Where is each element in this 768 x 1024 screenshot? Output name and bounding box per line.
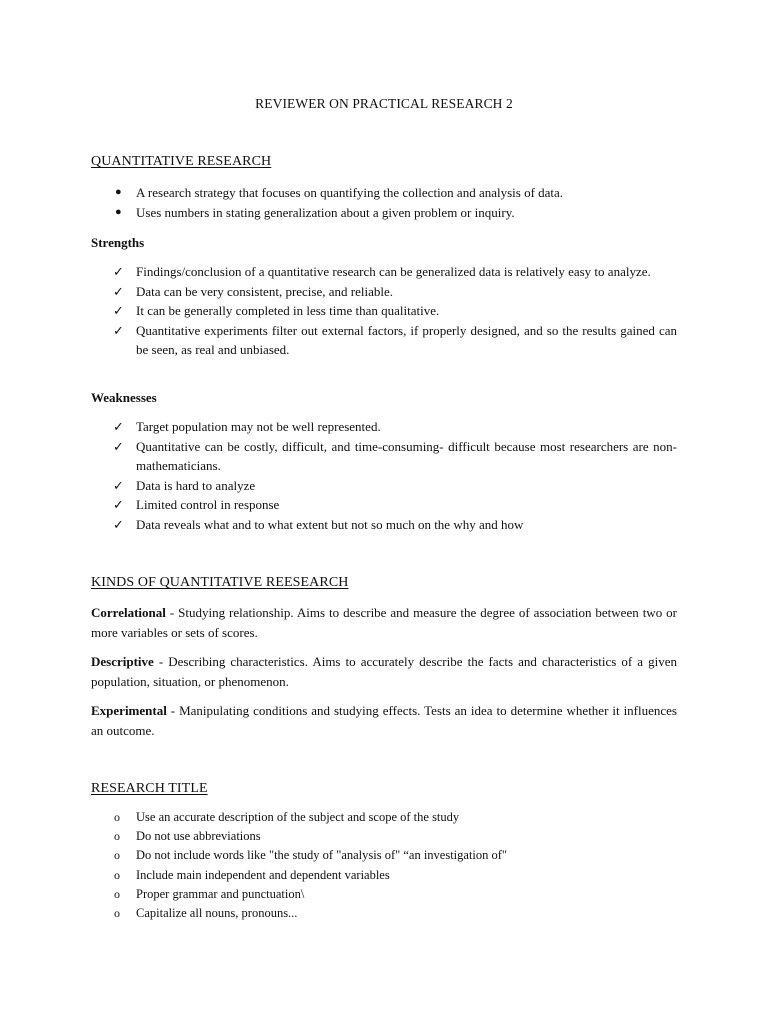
circle-bullet-icon: o [114,886,120,901]
list-item: o Proper grammar and punctuation\ [0,885,768,904]
checkmark-icon: ✓ [113,477,124,493]
bullet-icon: ● [115,205,122,218]
kind-paragraph-correlational: Correlational - Studying relationship. Aims to describe and measure the degree of association between two or more variables or sets of scores. [91,605,677,640]
weaknesses-heading: Weaknesses [91,390,157,405]
section-heading-quantitative: QUANTITATIVE RESEARCH [91,154,272,169]
section-heading-research-title: RESEARCH TITLE [91,781,208,796]
checkmark-icon: ✓ [113,516,124,532]
checkmark-icon: ✓ [113,497,124,512]
list-item: ✓ Limited control in response [0,495,768,515]
checkmark-icon: ✓ [113,438,124,454]
checkmark-icon: ✓ [113,322,124,338]
strengths-list [0,262,768,360]
strengths-heading: Strengths [91,235,145,250]
quantitative-bullet-list [0,183,768,222]
list-item: ✓ Data can be very consistent, precise, and reliable. [0,282,768,302]
list-item: ● Uses numbers in stating generalization about a given problem or inquiry. [0,203,768,223]
list-item: ✓ Target population may not be well represented. [0,417,768,437]
list-item: ✓ Quantitative experiments filter out external factors, if properly designed, and so the results gained can be seen, as real and unbiased. [113,322,677,357]
list-item: ✓ Data is hard to analyze [0,476,768,496]
checkmark-icon: ✓ [113,283,124,299]
kind-paragraph-experimental: Experimental - Manipulating conditions and studying effects. Tests an idea to determine whether it influences an outcome. [91,703,677,738]
circle-bullet-icon: o [114,848,120,863]
document-title: REVIEWER ON PRACTICAL RESEARCH 2 [255,96,513,111]
kind-paragraph-descriptive: Descriptive - Describing characteristics. Aims to accurately describe the facts and characteristics of a given population, situation, or phenomenon. [91,654,677,689]
kind-term: Descriptive [91,654,154,669]
checkmark-icon: ✓ [113,264,124,279]
research-title-list [0,808,768,923]
bullet-icon: ● [115,186,122,198]
kind-term: Correlational [91,605,166,620]
checkmark-icon: ✓ [113,303,124,318]
list-item: o Capitalize all nouns, pronouns... [0,904,768,923]
list-item: ✓ Quantitative can be costly, difficult, and time-consuming- difficult because most researchers are non-mathematicians. [113,438,677,473]
checkmark-icon: ✓ [113,419,124,434]
weaknesses-list [0,417,768,534]
list-item: ✓ Data reveals what and to what extent but not so much on the why and how [0,515,768,535]
circle-bullet-icon: o [114,906,120,921]
list-item: ✓ It can be generally completed in less time than qualitative. [0,301,768,321]
circle-bullet-icon: o [114,867,120,882]
list-item: ✓ Findings/conclusion of a quantitative research can be generalized data is relatively easy to analyze. [0,262,768,282]
kind-term: Experimental [91,703,167,718]
circle-bullet-icon: o [114,829,120,844]
list-item: o Do not include words like "the study of "analysis of" “an investigation of" [0,846,768,865]
list-item: o Use an accurate description of the subject and scope of the study [0,808,768,827]
circle-bullet-icon: o [114,810,120,824]
list-item: o Do not use abbreviations [0,827,768,846]
list-item: ● A research strategy that focuses on quantifying the collection and analysis of data. [0,183,768,203]
section-heading-kinds: KINDS OF QUANTITATIVE REESEARCH [91,575,349,590]
list-item: o Include main independent and dependent variables [0,866,768,885]
